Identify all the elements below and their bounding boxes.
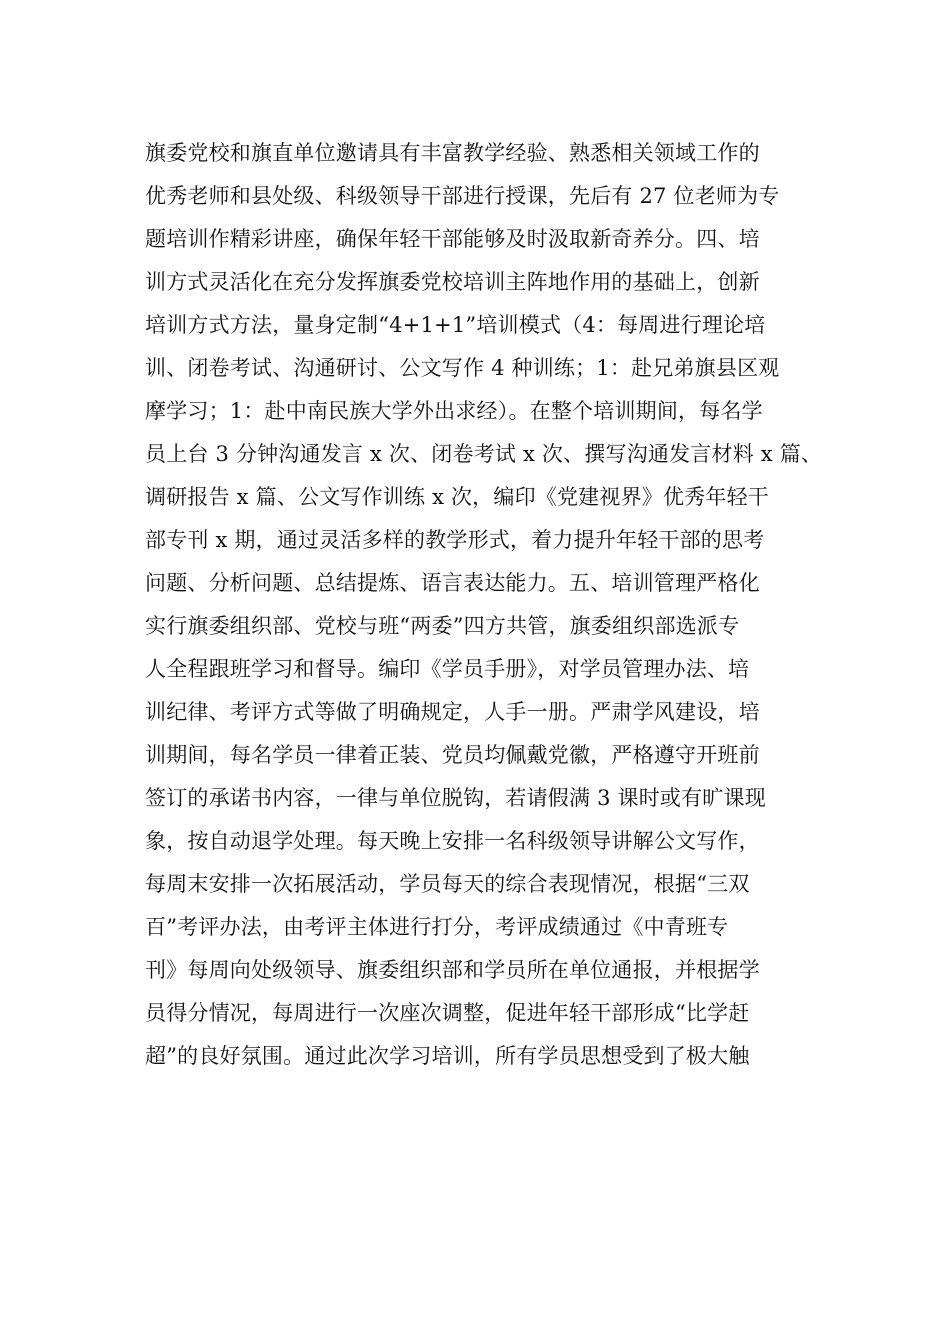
text-line: 员得分情况，每周进行一次座次调整，促进年轻干部形成“比学赶 xyxy=(145,1001,750,1025)
text-line: 象，按自动退学处理。每天晚上安排一名科级领导讲解公文写作， xyxy=(145,829,760,853)
text-line: 题培训作精彩讲座，确保年轻干部能够及时汲取新奇养分。四、培 xyxy=(145,227,760,251)
text-line: 每周末安排一次拓展活动，学员每天的综合表现情况，根据“三双 xyxy=(145,872,750,896)
text-line: 问题、分析问题、总结提炼、语言表达能力。五、培训管理严格化 xyxy=(145,571,760,595)
body-text xyxy=(145,132,835,1078)
text-line: 旗委党校和旗直单位邀请具有丰富教学经验、熟悉相关领域工作的 xyxy=(145,141,760,165)
text-line: 培训方式方法，量身定制“4+1+1”培训模式（4：每周进行理论培 xyxy=(145,313,766,337)
text-line: 优秀老师和县处级、科级领导干部进行授课，先后有 27 位老师为专 xyxy=(145,184,780,208)
text-line: 训期间，每名学员一律着正装、党员均佩戴党徽，严格遵守开班前 xyxy=(145,743,760,767)
text-line: 部专刊 x 期，通过灵活多样的教学形式，着力提升年轻干部的思考 xyxy=(145,528,765,552)
text-line: 刊》每周向处级领导、旗委组织部和学员所在单位通报，并根据学 xyxy=(145,958,760,982)
text-line: 签订的承诺书内容，一律与单位脱钩，若请假满 3 课时或有旷课现 xyxy=(145,786,766,810)
text-line: 训方式灵活化在充分发挥旗委党校培训主阵地作用的基础上，创新 xyxy=(145,270,760,294)
text-line: 实行旗委组织部、党校与班“两委”四方共管，旗委组织部选派专 xyxy=(145,614,740,638)
text-line: 员上台 3 分钟沟通发言 x 次、闭卷考试 x 次、撰写沟通发言材料 x 篇、 xyxy=(145,442,823,466)
text-line: 调研报告 x 篇、公文写作训练 x 次，编印《党建视界》优秀年轻干 xyxy=(145,485,769,509)
text-line: 训、闭卷考试、沟通研讨、公文写作 4 种训练；1：赴兄弟旗县区观 xyxy=(145,356,780,380)
text-line: 人全程跟班学习和督导。编印《学员手册》，对学员管理办法、培 xyxy=(145,657,750,681)
text-line: 摩学习；1：赴中南民族大学外出求经）。在整个培训期间，每名学 xyxy=(145,399,763,423)
text-line: 超”的良好氛围。通过此次学习培训，所有学员思想受到了极大触 xyxy=(145,1044,750,1068)
text-line: 训纪律、考评方式等做了明确规定，人手一册。严肃学风建设，培 xyxy=(145,700,760,724)
text-line: 百”考评办法，由考评主体进行打分，考评成绩通过《中青班专 xyxy=(145,915,729,939)
